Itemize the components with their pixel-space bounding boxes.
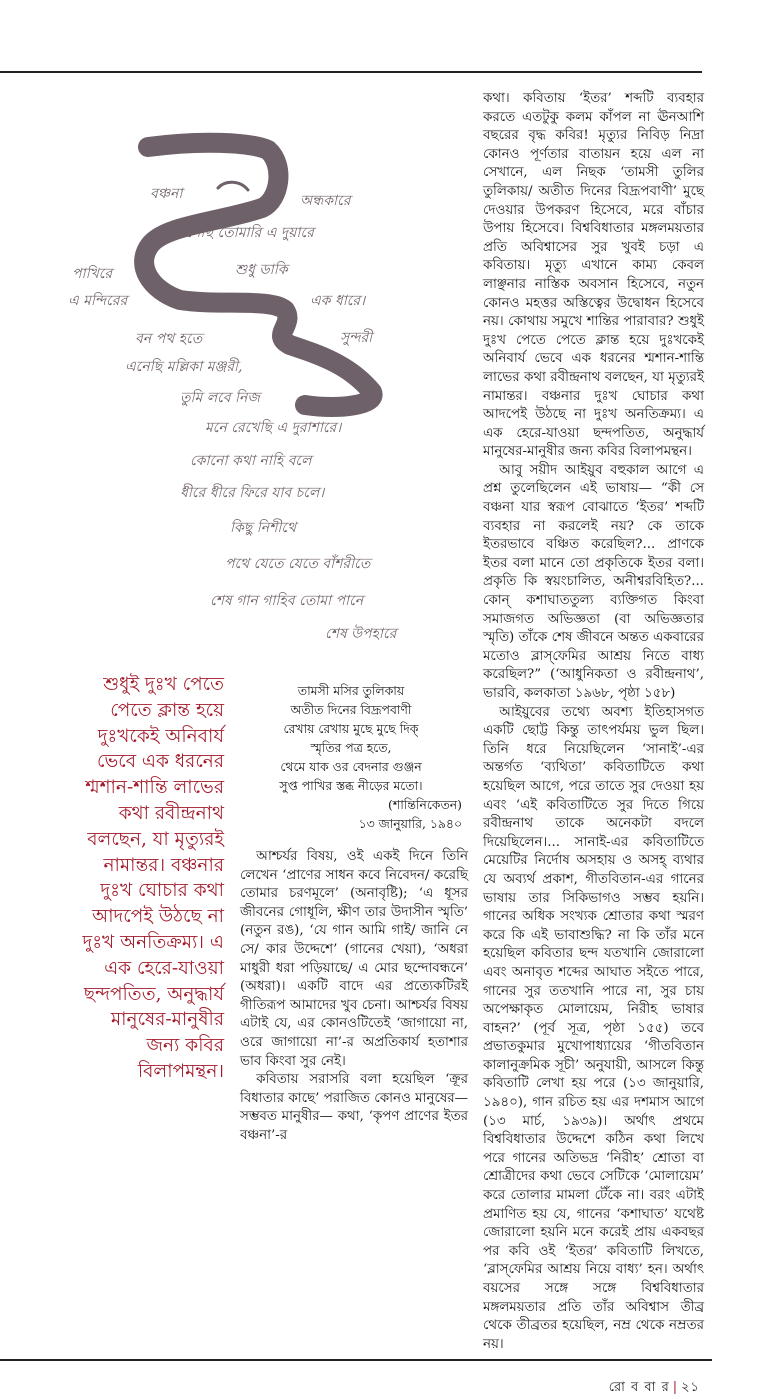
manuscript-line: এসেছি তোমারি এ দুয়ারে — [175, 225, 314, 241]
magazine-name: রো ব বা র — [608, 1380, 670, 1396]
manuscript-line: শেষ গান গাহিব তোমা পানে — [210, 593, 364, 609]
pull-quote-line: নামান্তর। বঞ্চনার — [103, 854, 224, 876]
manuscript-line: এ মন্দিরের — [68, 293, 128, 309]
manuscript-line: এক ধারে। — [310, 293, 366, 309]
manuscript-line: বন পথ হতে — [135, 331, 203, 347]
pull-quote-line: এক হেরে-যাওয়া — [104, 957, 224, 979]
poem-excerpt — [240, 681, 462, 833]
pull-quote-line: আদপেই উঠছে না — [91, 906, 224, 928]
paragraph: আবু সয়ীদ আইয়ুব বহুকাল আগে এ প্রশ্ন তুলেছিলেন এই ভাষায়— “কী সে বঞ্চনা যার স্বরূপ বোঝাতে ‘ইতর’ শব্দটি ব্যবহার না করলেই নয়? কে তাকে ইতরভাবে বঞ্চিত করেছিল?... প্রাণকে ইতর বলা মানে তো প্রকৃতিকে ইতর বলা। প্রকৃতি কি স্বয়ংচালিত, অনীশ্বরবিহিত?... কোন্ কশাঘাততুল্য ব্যক্তিগত কিংবা সমাজগত অভিজ্ঞতা (বা অভিজ্ঞতার স্মৃতি) তাঁকে শেষ জীবনে অন্তত একবারের মতোও ব্লাস্‌ফেমির আশ্রয় নিতে বাধ্য করেছিল?” (‘আধুনিকতা ও রবীন্দ্রনাথ’, ভারবি, কলকাতা ১৯৬৮, পৃষ্ঠা ১৫৮) — [483, 462, 704, 701]
poem-line: সুপ্ত পাখির স্তব্ধ নীড়ের মতো। — [279, 778, 423, 793]
pull-quote-line: পেতে ক্লান্ত হয়ে — [110, 699, 224, 721]
middle-column-text — [240, 848, 468, 1146]
manuscript-image — [40, 130, 480, 690]
manuscript-line: এনেছি মল্লিকা মঞ্জরী, — [125, 359, 243, 375]
manuscript-line: কোনো কথা নাহি বলে — [190, 453, 312, 469]
pull-quote-line: বলছেন, যা মৃত্যুরই — [87, 828, 224, 850]
right-column-text — [483, 90, 704, 1354]
pull-quote-line: মানুষের-মানুষীর — [110, 1009, 224, 1031]
manuscript-line: কিছু নিশীথে — [230, 520, 297, 536]
paragraph: কথা। কবিতায় ‘ইতর’ শব্দটি ব্যবহার করতে এতটুকু কলম কাঁপল না ঊনআশি বছরের বৃদ্ধ কবির! মৃত্যুর নিবিড় নিদ্রা কোনও পূর্ণতার বাতায়ন হয়ে এল না সেখানে, এল নিছক ‘তামসী তুলির তুলিকায়/ অতীত দিনের বিদ্রূপবাণী’ মুছে দেওয়ার উপকরণ হিসেবে, মরে বাঁচার উপায় হিসেবে। বিশ্ববিধাতার মঙ্গলময়তার প্রতি অবিশ্বাসের সুর খুবই চড়া এ কবিতায়। মৃত্যু এখানে কাম্য কেবল লাঞ্ছনার নাস্তিক অবসান হিসেবে, নতুন কোনও মহত্তর অস্তিত্বের উদ্বোধন হিসেবে নয়। কোথায় সমুখে শান্তির পারাবার? শুধুই দুঃখ পেতে পেতে ক্লান্ত হয়ে দুঃখকেই অনিবার্য ভেবে এক ধরনের শ্মশান-শান্তি লাভের কথা রবীন্দ্রনাথ বলছেন, যা মৃত্যুরই নামান্তর। বঞ্চনার দুঃখ ঘোচার কথা আদপেই উঠছে না দুঃখ অনতিক্রম্য। এ এক হেরে-যাওয়া ছন্দপতিত, অনুদ্ধার্য মানুষের-মানুষীর জন্য কবির বিলাপমন্থন। — [483, 91, 704, 460]
paragraph: আশ্চর্যর বিষয়, ওই একই দিনে তিনি লেখেন ‘প্রাণের সাধন কবে নিবেদন/ করেছি তোমার চরণমূলে’ (অনাবৃষ্টি); ‘এ ধূসর জীবনের গোধূলি, ক্ষীণ তার উদাসীন স্মৃতি’ (নতুন রঙ), ‘যে গান আমি গাই/ জানি নে সে/ কার উদ্দেশে’ (গানের খেয়া), ‘অধরা মাধুরী ধরা পড়িয়াছে/ এ মোর ছন্দোবন্ধনে’ (অধরা)। একটি বাদে এর প্রত্যেকটিরই গীতিরূপ আমাদের খুব চেনা। আশ্চর্যর বিষয় এটাই যে, এর কোনওটিতেই ‘জাগায়ো না, ওরে জাগায়ো না’-র অপ্রতিকার্য হতাশার ভাব কিংবা সুর নেই। — [240, 849, 468, 1069]
pull-quote-line: ছন্দপতিত, অনুদ্ধার্য — [83, 983, 224, 1005]
paragraph: আইয়ুবের তথ্যে অবশ্য ইতিহাসগত একটি ছোট্ট কিন্তু তাৎপর্যময় ভুল ছিল। তিনি ধরে নিয়েছিলেন ‘সানাই’-এর অন্তর্গত ‘ব্যথিতা’ কবিতাটিতে কথা হয়েছিল আগে, পরে তাতে সুর দেওয়া হয় এবং ‘এই কবিতাটিতে সুর দিতে গিয়ে রবীন্দ্রনাথ তাকে অনেকটা বদলে দিয়েছিলেন।... সানাই-এর কবিতাটিতে মেয়েটির নির্দোষ অসহায় ও অসহ্ ব্যথার যে অব্যর্থ প্রকাশ, গীতবিতান-এর গানের ভাষায় তার সিকিভাগও সম্ভব হয়নি। গানের অধিক সংখ্যক শ্রোতার কথা স্মরণ করে কি এই ভাবাশুদ্ধি? না কি তাঁর মনে হয়েছিল কবিতার ছন্দ যতখানি জোরালো এবং অনাবৃত শব্দের আঘাত সইতে পারে, গানের সুর ততখানি পারে না, সুর চায় অপেক্ষাকৃত মোলায়েম, নিরীহ ভাষার বাহন?’ (পূর্ব সূত্র, পৃষ্ঠা ১৫৫) তবে প্রভাতকুমার মুখোপাধ্যায়ের ‘গীতবিতান কালানুক্রমিক সূচী’ অনুযায়ী, আসলে কিন্তু কবিতাটি লেখা হয় পরে (১৩ জানুয়ারি, ১৯৪০), গান রচিত হয় এর দশমাস আগে (১৩ মার্চ, ১৯৩৯)। অর্থাৎ প্রথমে বিশ্ববিধাতার উদ্দেশে কঠিন কথা লিখে পরে গানের অতিভদ্র ‘নিরীহ’ শ্রোতা বা শ্রোত্রীদের কথা ভেবে সেটিকে ‘মোলায়েম’ করে তোলার মামলা টেঁকে না। বরং এটাই প্রমাণিত হয় যে, গানের ‘কশাঘাত’ যথেষ্ট জোরালো হয়নি মনে করেই প্রায় একবছর পর কবি ওই ‘ইতর’ কবিতাটি লিখতে, ‘ব্লাস্‌ফেমির আশ্রয় নিয়ে বাধ্য’ হন। অর্থাৎ বয়সের সঙ্গে সঙ্গে বিশ্ববিধাতার মঙ্গলময়তার প্রতি তাঁর অবিশ্বাস তীব্র থেকে তীব্রতর হয়েছিল, নম্র থেকে নম্রতর নয়। — [483, 704, 704, 1352]
paragraph: কবিতায় সরাসরি বলা হয়েছিল ‘ক্রূর বিধাতার কাছে’ পরাজিত কোনও মানুষের— সম্ভবত মানুষীর— কথা, ‘কৃপণ প্রাণের ইতর বঞ্চনা’-র — [240, 1072, 468, 1143]
poem-date: ১৩ জানুয়ারি, ১৯৪০ — [358, 816, 462, 831]
bottom-rule — [0, 1359, 712, 1361]
poem-line: থেমে যাক ওর বেদনার গুঞ্জন — [280, 759, 422, 774]
pull-quote-line: দুঃখ অনতিক্রম্য। এ — [82, 931, 224, 953]
manuscript-line: ধীরে ধীরে ফিরে যাব চলে। — [180, 485, 325, 501]
poem-place: (শান্তিনিকেতন) — [388, 797, 462, 812]
pull-quote-line: কথা রবীন্দ্রনাথ — [118, 802, 224, 824]
page-number: ২১ — [681, 1380, 700, 1396]
page-footer — [609, 1378, 700, 1399]
pull-quote — [0, 672, 224, 1085]
pull-quote-line: দুঃখকেই অনিবার্য — [97, 725, 224, 747]
top-rule — [0, 71, 702, 73]
pull-quote-line: দুঃখ ঘোচার কথা — [100, 880, 224, 902]
pull-quote-line: বিলাপমন্থন। — [137, 1060, 224, 1082]
manuscript-line: অন্ধকারে — [300, 193, 351, 209]
manuscript-line: তুমি লবে নিজ — [180, 390, 260, 406]
manuscript-line: পাখিরে — [72, 266, 113, 282]
pull-quote-line: শুধুই দুঃখ পেতে — [103, 674, 224, 695]
pull-quote-line: শ্মশান-শান্তি লাভের — [85, 777, 224, 799]
manuscript-line: শেষ উপহারে — [325, 626, 397, 642]
pull-quote-line: জন্য কবির — [146, 1035, 224, 1057]
poem-line: রেখায় রেখায় মুছে মুছে দিক্ — [283, 721, 419, 736]
manuscript-line: মনে রেখেছি এ দুরাশারে। — [205, 420, 342, 436]
poem-line: অতীত দিনের বিদ্রূপবাণী — [290, 702, 412, 717]
footer-separator: | — [672, 1380, 679, 1396]
manuscript-line: শুধু ডাকি — [235, 262, 288, 278]
poem-line: তামসী মসির তুলিকায় — [297, 683, 405, 698]
manuscript-line: পথে যেতে যেতে বাঁশরীতে — [225, 556, 371, 572]
manuscript-line: সুন্দরী — [340, 330, 373, 346]
manuscript-line: বঞ্চনা — [150, 186, 183, 202]
pull-quote-line: ভেবে এক ধরনের — [97, 751, 224, 773]
poem-line: স্মৃতির পত্র হতে, — [310, 740, 392, 755]
